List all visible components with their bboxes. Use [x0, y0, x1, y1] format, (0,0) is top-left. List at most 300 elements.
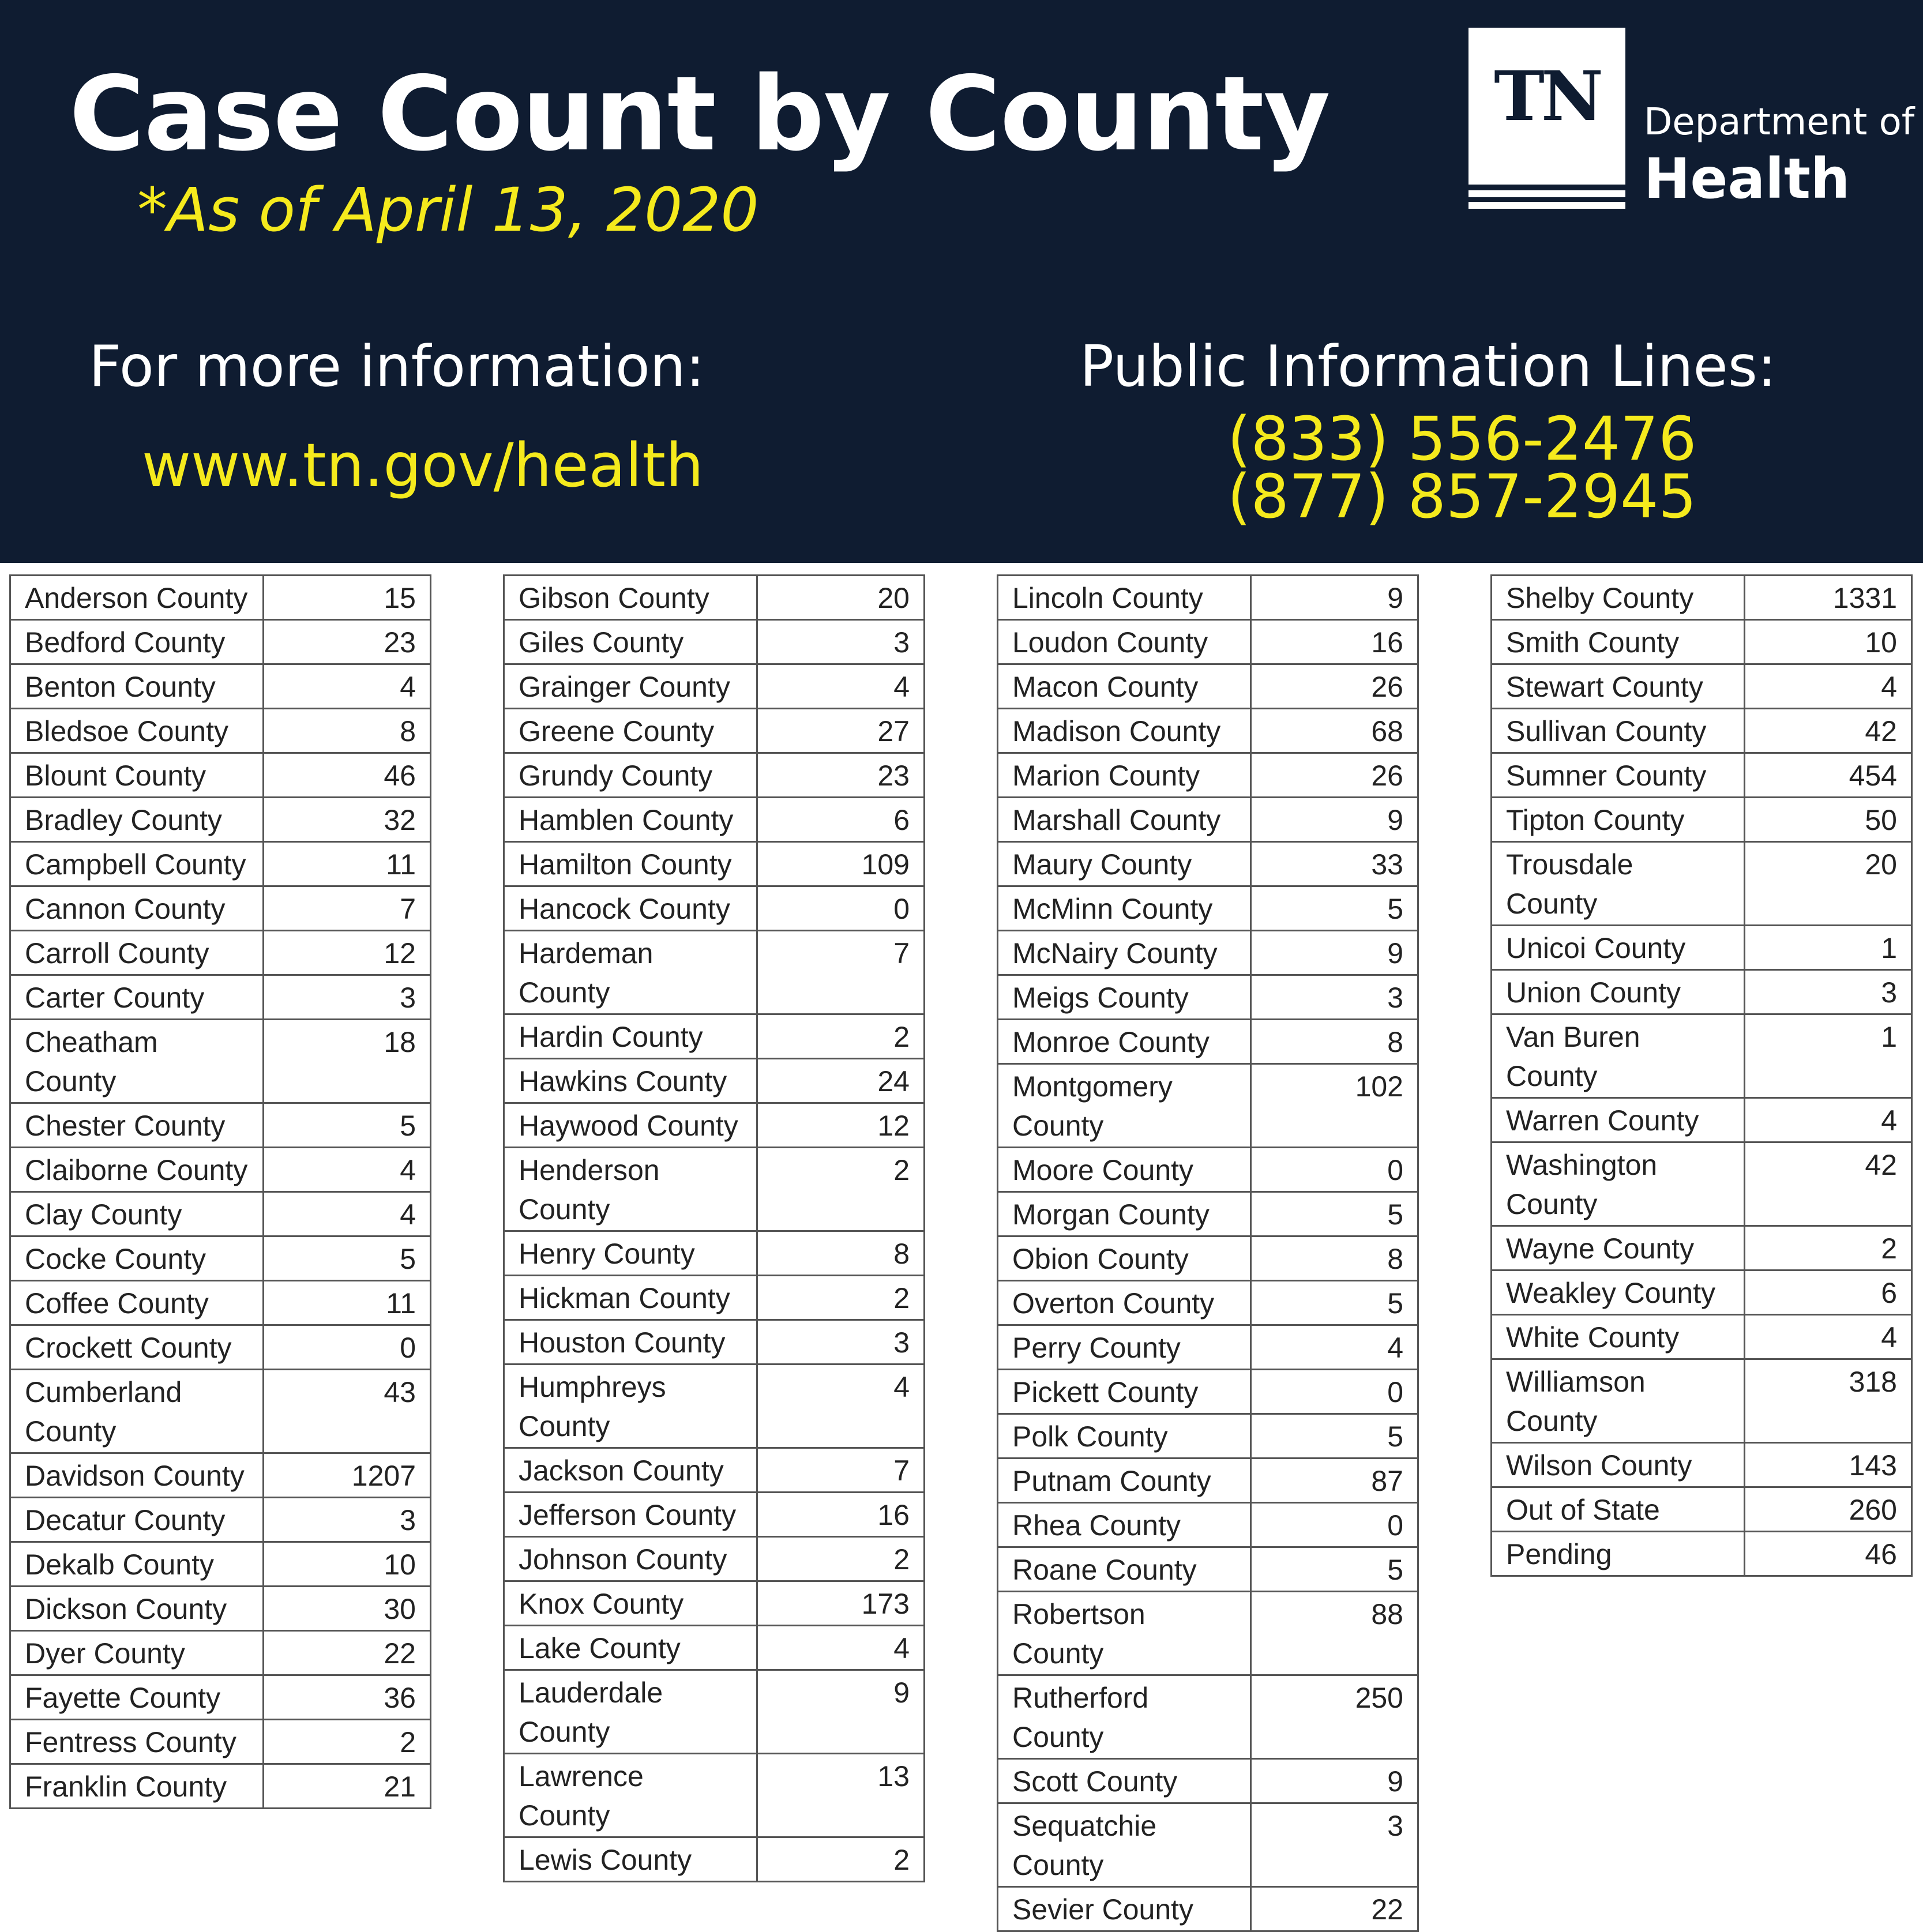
case-count: 4	[1745, 664, 1912, 709]
county-row	[10, 1587, 431, 1631]
county-row	[998, 1020, 1418, 1064]
county-row	[504, 1103, 925, 1148]
county-name: Madison County	[998, 709, 1251, 753]
case-count: 22	[264, 1631, 431, 1675]
county-row	[10, 1281, 431, 1325]
case-count: 23	[264, 620, 431, 664]
county-name: Robertson County	[998, 1592, 1251, 1675]
case-count: 9	[1251, 798, 1418, 842]
county-name: Moore County	[998, 1148, 1251, 1192]
county-name: Obion County	[998, 1236, 1251, 1281]
case-count: 250	[1251, 1675, 1418, 1759]
county-name: Sequatchie County	[998, 1803, 1251, 1887]
county-name: Hickman County	[504, 1276, 757, 1320]
case-count: 16	[1251, 620, 1418, 664]
case-count: 22	[1251, 1887, 1418, 1931]
county-name: Williamson County	[1492, 1359, 1745, 1443]
county-row	[504, 842, 925, 886]
case-count: 5	[1251, 1281, 1418, 1325]
county-table-3	[997, 574, 1419, 1932]
county-name: Putnam County	[998, 1459, 1251, 1503]
case-count: 9	[1251, 931, 1418, 975]
county-row	[504, 1448, 925, 1493]
county-name: Carter County	[10, 975, 264, 1020]
county-name: Lake County	[504, 1626, 757, 1670]
county-name: Stewart County	[1492, 664, 1745, 709]
county-row	[504, 1059, 925, 1103]
case-count: 10	[264, 1542, 431, 1587]
county-row	[1492, 1098, 1912, 1142]
county-row	[504, 1493, 925, 1537]
case-count: 143	[1745, 1443, 1912, 1487]
case-count: 27	[757, 709, 925, 753]
website-link[interactable]: www.tn.gov/health	[142, 430, 704, 501]
county-name: Van Buren County	[1492, 1014, 1745, 1098]
county-name: Crockett County	[10, 1325, 264, 1370]
county-name: Hardin County	[504, 1014, 757, 1059]
case-count: 5	[1251, 1192, 1418, 1236]
logo-health-text: Health	[1644, 146, 1850, 211]
case-count: 7	[757, 1448, 925, 1493]
county-row	[10, 1498, 431, 1542]
case-count: 9	[757, 1670, 925, 1754]
county-row	[10, 886, 431, 931]
county-name: White County	[1492, 1315, 1745, 1359]
county-name: Cocke County	[10, 1236, 264, 1281]
county-row	[10, 664, 431, 709]
case-count: 7	[757, 931, 925, 1014]
case-count: 0	[1251, 1503, 1418, 1547]
case-count: 102	[1251, 1064, 1418, 1148]
county-row	[504, 664, 925, 709]
county-row	[10, 1764, 431, 1809]
county-name: Fayette County	[10, 1675, 264, 1720]
case-count: 1207	[264, 1453, 431, 1498]
county-name: Hamilton County	[504, 842, 757, 886]
county-row	[998, 1370, 1418, 1414]
county-name: Jackson County	[504, 1448, 757, 1493]
county-row	[504, 576, 925, 620]
county-name: Bradley County	[10, 798, 264, 842]
case-count: 5	[264, 1236, 431, 1281]
case-count: 8	[1251, 1236, 1418, 1281]
case-count: 13	[757, 1754, 925, 1837]
case-count: 20	[1745, 842, 1912, 926]
county-row	[1492, 664, 1912, 709]
county-name: Henry County	[504, 1231, 757, 1276]
county-row	[998, 975, 1418, 1020]
case-count: 42	[1745, 1142, 1912, 1226]
case-count: 8	[757, 1231, 925, 1276]
county-row	[10, 1020, 431, 1103]
county-name: Grundy County	[504, 753, 757, 798]
county-row	[998, 1148, 1418, 1192]
county-row	[504, 1365, 925, 1448]
case-count: 11	[264, 842, 431, 886]
county-row	[1492, 970, 1912, 1014]
case-count: 109	[757, 842, 925, 886]
county-row	[1492, 1487, 1912, 1532]
county-row	[1492, 1443, 1912, 1487]
county-name: Jefferson County	[504, 1493, 757, 1537]
county-row	[504, 753, 925, 798]
county-name: Washington County	[1492, 1142, 1745, 1226]
case-count: 18	[264, 1020, 431, 1103]
county-row	[998, 886, 1418, 931]
county-row	[1492, 1359, 1912, 1443]
county-row	[10, 1542, 431, 1587]
case-count: 50	[1745, 798, 1912, 842]
case-count: 3	[1251, 1803, 1418, 1887]
case-count: 3	[1251, 975, 1418, 1020]
county-name: Weakley County	[1492, 1271, 1745, 1315]
county-row	[504, 1276, 925, 1320]
county-name: Roane County	[998, 1547, 1251, 1592]
case-count: 1331	[1745, 576, 1912, 620]
case-count: 7	[264, 886, 431, 931]
county-row	[504, 620, 925, 664]
case-count: 6	[757, 798, 925, 842]
county-name: Rhea County	[998, 1503, 1251, 1547]
county-row	[10, 620, 431, 664]
case-count: 4	[264, 1148, 431, 1192]
case-count: 4	[264, 1192, 431, 1236]
county-row	[998, 1887, 1418, 1931]
county-row	[504, 1014, 925, 1059]
case-count: 5	[1251, 1547, 1418, 1592]
page-title: Case Count by County	[69, 54, 1330, 174]
county-name: Bledsoe County	[10, 709, 264, 753]
county-row	[10, 975, 431, 1020]
county-name: Davidson County	[10, 1453, 264, 1498]
county-name: Lewis County	[504, 1837, 757, 1882]
county-row	[504, 1670, 925, 1754]
county-name: Macon County	[998, 664, 1251, 709]
county-name: Blount County	[10, 753, 264, 798]
county-row	[10, 1720, 431, 1764]
county-row	[1492, 709, 1912, 753]
county-name: Morgan County	[998, 1192, 1251, 1236]
county-row	[998, 798, 1418, 842]
county-name: Anderson County	[10, 576, 264, 620]
county-row	[998, 1414, 1418, 1459]
county-name: Hardeman County	[504, 931, 757, 1014]
county-row	[504, 1231, 925, 1276]
county-name: Rutherford County	[998, 1675, 1251, 1759]
county-name: Marion County	[998, 753, 1251, 798]
county-name: Montgomery County	[998, 1064, 1251, 1148]
case-count: 4	[757, 1365, 925, 1448]
county-row	[998, 1459, 1418, 1503]
county-name: Out of State	[1492, 1487, 1745, 1532]
case-count: 42	[1745, 709, 1912, 753]
case-count: 3	[1745, 970, 1912, 1014]
county-name: Warren County	[1492, 1098, 1745, 1142]
county-row	[10, 1148, 431, 1192]
county-row	[10, 931, 431, 975]
county-row	[10, 753, 431, 798]
case-count: 4	[264, 664, 431, 709]
county-name: Marshall County	[998, 798, 1251, 842]
county-row	[10, 1192, 431, 1236]
county-name: Claiborne County	[10, 1148, 264, 1192]
case-count: 32	[264, 798, 431, 842]
county-name: Sumner County	[1492, 753, 1745, 798]
case-count: 88	[1251, 1592, 1418, 1675]
case-count: 260	[1745, 1487, 1912, 1532]
county-name: Meigs County	[998, 975, 1251, 1020]
case-count: 20	[757, 576, 925, 620]
case-count: 26	[1251, 753, 1418, 798]
county-row	[998, 931, 1418, 975]
county-name: Union County	[1492, 970, 1745, 1014]
county-name: Coffee County	[10, 1281, 264, 1325]
county-row	[998, 1064, 1418, 1148]
county-name: Cheatham County	[10, 1020, 264, 1103]
case-count: 173	[757, 1581, 925, 1626]
case-count: 11	[264, 1281, 431, 1325]
case-count: 21	[264, 1764, 431, 1809]
county-name: Polk County	[998, 1414, 1251, 1459]
county-row	[10, 1453, 431, 1498]
county-name: Decatur County	[10, 1498, 264, 1542]
logo-mark: TN	[1494, 56, 1600, 136]
county-name: Carroll County	[10, 931, 264, 975]
case-count: 15	[264, 576, 431, 620]
case-count: 318	[1745, 1359, 1912, 1443]
county-name: Overton County	[998, 1281, 1251, 1325]
county-row	[1492, 620, 1912, 664]
case-count: 12	[264, 931, 431, 975]
case-count: 1	[1745, 1014, 1912, 1098]
county-name: Chester County	[10, 1103, 264, 1148]
case-count: 2	[757, 1837, 925, 1882]
county-name: Cannon County	[10, 886, 264, 931]
case-count: 68	[1251, 709, 1418, 753]
county-name: Dekalb County	[10, 1542, 264, 1587]
case-count: 2	[1745, 1226, 1912, 1271]
case-count: 454	[1745, 753, 1912, 798]
header-banner	[0, 0, 1923, 563]
county-name: Hawkins County	[504, 1059, 757, 1103]
county-row	[504, 1754, 925, 1837]
county-row	[504, 1320, 925, 1365]
case-count: 46	[264, 753, 431, 798]
county-name: Loudon County	[998, 620, 1251, 664]
case-count: 3	[757, 620, 925, 664]
as-of-date: *As of April 13, 2020	[137, 175, 759, 245]
county-row	[10, 1103, 431, 1148]
county-table-4	[1490, 574, 1913, 1577]
county-name: Knox County	[504, 1581, 757, 1626]
county-name: Pending	[1492, 1532, 1745, 1576]
case-count: 12	[757, 1103, 925, 1148]
county-name: Bedford County	[10, 620, 264, 664]
county-name: Gibson County	[504, 576, 757, 620]
case-count: 9	[1251, 576, 1418, 620]
county-name: Campbell County	[10, 842, 264, 886]
county-name: Johnson County	[504, 1537, 757, 1581]
county-name: Maury County	[998, 842, 1251, 886]
county-table-2	[503, 574, 925, 1882]
county-name: Franklin County	[10, 1764, 264, 1809]
county-row	[1492, 1315, 1912, 1359]
county-name: Wayne County	[1492, 1226, 1745, 1271]
case-count: 46	[1745, 1532, 1912, 1576]
county-row	[1492, 1271, 1912, 1315]
county-row	[10, 709, 431, 753]
county-name: Lawrence County	[504, 1754, 757, 1837]
county-name: Tipton County	[1492, 798, 1745, 842]
county-row	[10, 842, 431, 886]
county-name: Perry County	[998, 1325, 1251, 1370]
county-name: McNairy County	[998, 931, 1251, 975]
county-row	[998, 1503, 1418, 1547]
county-name: Smith County	[1492, 620, 1745, 664]
county-name: Clay County	[10, 1192, 264, 1236]
case-count: 4	[757, 1626, 925, 1670]
county-row	[10, 1325, 431, 1370]
county-row	[1492, 842, 1912, 926]
county-name: Unicoi County	[1492, 926, 1745, 970]
county-row	[1492, 1532, 1912, 1576]
county-row	[10, 1370, 431, 1453]
county-name: Houston County	[504, 1320, 757, 1365]
county-name: Scott County	[998, 1759, 1251, 1803]
county-name: Benton County	[10, 664, 264, 709]
county-name: Lincoln County	[998, 576, 1251, 620]
county-row	[998, 576, 1418, 620]
county-row	[1492, 926, 1912, 970]
case-count: 4	[1745, 1098, 1912, 1142]
case-count: 2	[757, 1014, 925, 1059]
case-count: 0	[1251, 1148, 1418, 1192]
case-count: 24	[757, 1059, 925, 1103]
county-row	[998, 1803, 1418, 1887]
case-count: 4	[1745, 1315, 1912, 1359]
county-row	[1492, 753, 1912, 798]
case-count: 0	[757, 886, 925, 931]
county-name: Giles County	[504, 620, 757, 664]
public-info-label: Public Information Lines:	[1080, 334, 1776, 400]
county-name: Lauderdale County	[504, 1670, 757, 1754]
county-row	[504, 709, 925, 753]
county-name: Pickett County	[998, 1370, 1251, 1414]
case-count: 26	[1251, 664, 1418, 709]
case-count: 4	[757, 664, 925, 709]
case-count: 5	[1251, 886, 1418, 931]
county-row	[504, 886, 925, 931]
county-row	[10, 1631, 431, 1675]
county-row	[1492, 576, 1912, 620]
county-row	[10, 1236, 431, 1281]
case-count: 5	[264, 1103, 431, 1148]
more-info-label: For more information:	[89, 334, 705, 400]
case-count: 10	[1745, 620, 1912, 664]
county-row	[10, 798, 431, 842]
county-row	[504, 798, 925, 842]
phone-number-2[interactable]: (877) 857-2945	[1227, 461, 1697, 532]
county-row	[998, 1592, 1418, 1675]
case-count: 87	[1251, 1459, 1418, 1503]
case-count: 36	[264, 1675, 431, 1720]
county-name: Dyer County	[10, 1631, 264, 1675]
county-row	[504, 1148, 925, 1231]
county-row	[1492, 1226, 1912, 1271]
county-name: Greene County	[504, 709, 757, 753]
county-name: Hamblen County	[504, 798, 757, 842]
case-count: 9	[1251, 1759, 1418, 1803]
county-name: Shelby County	[1492, 576, 1745, 620]
county-row	[998, 1675, 1418, 1759]
county-row	[998, 1759, 1418, 1803]
case-count: 3	[757, 1320, 925, 1365]
case-count: 8	[1251, 1020, 1418, 1064]
case-count: 3	[264, 975, 431, 1020]
logo-rule-bottom	[1468, 202, 1625, 209]
logo-department-text: Department of	[1644, 101, 1915, 144]
county-row	[998, 753, 1418, 798]
county-name: Fentress County	[10, 1720, 264, 1764]
county-name: Sullivan County	[1492, 709, 1745, 753]
case-count: 2	[264, 1720, 431, 1764]
case-count: 43	[264, 1370, 431, 1453]
case-count: 8	[264, 709, 431, 753]
county-name: Grainger County	[504, 664, 757, 709]
county-name: Cumberland County	[10, 1370, 264, 1453]
county-row	[1492, 1014, 1912, 1098]
county-row	[998, 1192, 1418, 1236]
county-row	[504, 1581, 925, 1626]
case-count: 2	[757, 1276, 925, 1320]
county-row	[998, 664, 1418, 709]
case-count: 23	[757, 753, 925, 798]
case-count: 6	[1745, 1271, 1912, 1315]
county-name: Haywood County	[504, 1103, 757, 1148]
county-table-1	[9, 574, 431, 1809]
case-count: 2	[757, 1148, 925, 1231]
county-row	[998, 1547, 1418, 1592]
county-name: Henderson County	[504, 1148, 757, 1231]
case-count: 4	[1251, 1325, 1418, 1370]
county-row	[1492, 798, 1912, 842]
case-count: 0	[264, 1325, 431, 1370]
logo-rule-top	[1468, 190, 1625, 197]
county-row	[10, 1675, 431, 1720]
county-row	[504, 1537, 925, 1581]
county-row	[998, 1281, 1418, 1325]
case-count: 33	[1251, 842, 1418, 886]
county-name: Humphreys County	[504, 1365, 757, 1448]
county-row	[504, 1837, 925, 1882]
county-row	[998, 1236, 1418, 1281]
case-count: 16	[757, 1493, 925, 1537]
case-count: 1	[1745, 926, 1912, 970]
case-count: 5	[1251, 1414, 1418, 1459]
county-row	[998, 620, 1418, 664]
case-count: 30	[264, 1587, 431, 1631]
county-row	[504, 931, 925, 1014]
phone-number-1[interactable]: (833) 556-2476	[1227, 404, 1697, 474]
county-row	[504, 1626, 925, 1670]
tn-department-of-health-logo	[1468, 28, 1625, 185]
county-row	[998, 842, 1418, 886]
county-name: Trousdale County	[1492, 842, 1745, 926]
county-name: Dickson County	[10, 1587, 264, 1631]
county-name: McMinn County	[998, 886, 1251, 931]
case-count: 2	[757, 1537, 925, 1581]
county-name: Hancock County	[504, 886, 757, 931]
